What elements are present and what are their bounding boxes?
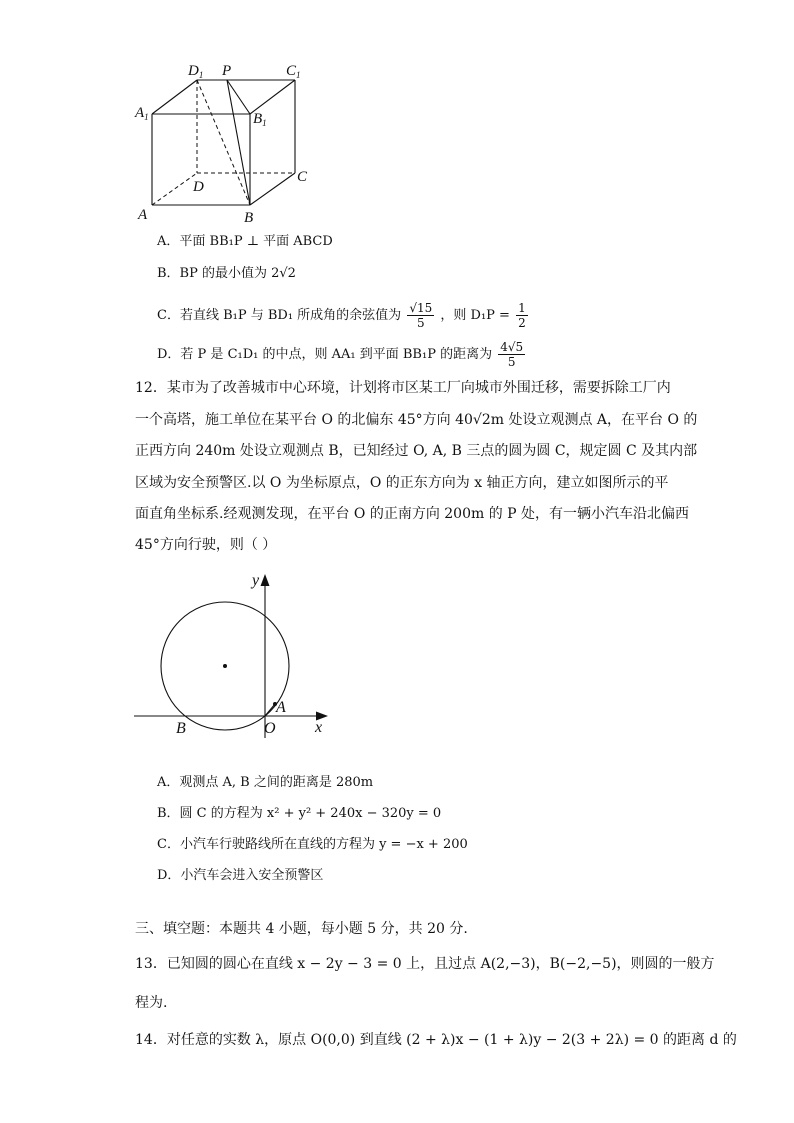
svg-text:B1: $B_1$ [253, 111, 267, 128]
label-o: O [264, 720, 276, 737]
cube-figure [130, 55, 330, 230]
label-b: B [176, 720, 186, 737]
q14-line-1: 14．对任意的实数 λ，原点 O(0,0) 到直线 (2 + λ)x − (1 + λ)y − 2(3 + 2λ) = 0 的距离 d 的 [135, 1032, 737, 1048]
q12-line-1: 12．某市为了改善城市中心环境，计划将市区某工厂向城市外围迁移，需要拆除工厂内 [135, 380, 671, 396]
y-axis-arrow [261, 574, 270, 586]
label-b1: B [253, 111, 263, 127]
q12-option-d: D．小汽车会进入安全预警区 [157, 868, 324, 883]
svg-text:D1 [187, 63, 203, 80]
q12-line-3: 正西方向 240m 处设立观测点 B，已知经过 O, A, B 三点的圆为圆 C，规定圆 C 及其内部 [135, 443, 698, 459]
q13-line-1: 13．已知圆的圆心在直线 x − 2y − 3 = 0 上，且过点 A(2,−3)，B(−2,−5)，则圆的一般方 [135, 956, 715, 972]
label-c: C [297, 169, 308, 185]
label-d: D [193, 179, 204, 195]
label-p: P [222, 63, 232, 79]
q11-option-a: A．平面 BB₁P ⊥ 平面 ABCD [157, 234, 333, 249]
label-a: A [138, 207, 148, 223]
center-point [223, 664, 227, 668]
label-a1: A [135, 105, 145, 121]
circle-graph [130, 568, 340, 740]
svg-text:C1: $C_1$ [286, 63, 301, 80]
q12-line-2: 一个高塔，施工单位在某平台 O 的北偏东 45°方向 40√2m 处设立观测点 A，在平台 O 的 [135, 412, 698, 428]
label-x: x [315, 719, 323, 736]
q11-option-d: D．若 P 是 C₁D₁ 的中点，则 AA₁ 到平面 BB₁P 的距离为 $\frac{4√5}{5}$ [157, 340, 524, 369]
q11-option-c: C．若直线 B₁P 与 BD₁ 所成角的余弦值为 $\frac{√15}{5}$ ，则 D₁P = $\frac{1}{2}$ [157, 301, 526, 330]
section-3-heading: 三、填空题：本题共 4 小题，每小题 5 分，共 20 分. [135, 921, 468, 937]
label-c1: C [286, 63, 297, 79]
q13-line-2: 程为. [135, 995, 168, 1011]
q12-option-b: B．圆 C 的方程为 x² + y² + 240x − 320y = 0 [157, 806, 442, 821]
label-a: A [276, 699, 286, 716]
q12-option-c: C．小汽车行驶路线所在直线的方程为 y = −x + 200 [157, 837, 468, 852]
q12-option-a: A．观测点 A, B 之间的距离是 280m [157, 775, 374, 790]
label-sub: 1 [198, 70, 204, 80]
label-d1: D [188, 63, 199, 79]
label-y: y [252, 572, 260, 589]
q12-line-5: 面直角坐标系.经观测发现，在平台 O 的正南方向 200m 的 P 处，有一辆小汽车沿北偏西 [135, 506, 690, 522]
q12-line-6: 45°方向行驶，则（ ） [135, 537, 277, 553]
q11-option-b: B．BP 的最小值为 2√2 [157, 266, 296, 281]
label-b: B [244, 210, 254, 226]
q12-line-4: 区域为安全预警区.以 O 为坐标原点，O 的正东方向为 x 轴正方向，建立如图所示的平 [135, 475, 669, 491]
svg-text:A1: $A_1$ [135, 105, 149, 122]
